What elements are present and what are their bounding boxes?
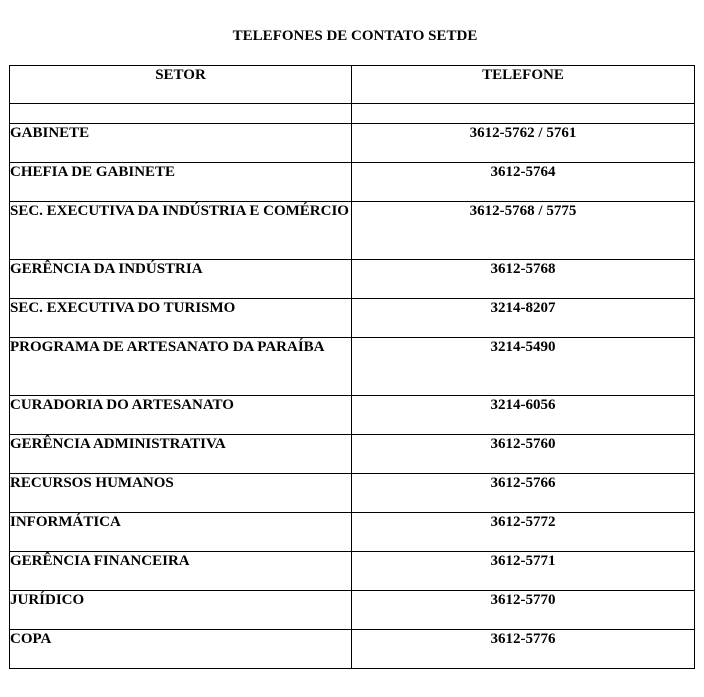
setor-cell: INFORMÁTICA: [10, 513, 352, 552]
telefone-cell: 3612-5766: [352, 474, 695, 513]
empty-row: [10, 104, 695, 124]
setor-cell: RECURSOS HUMANOS: [10, 474, 352, 513]
table-row: [10, 591, 695, 630]
telefone-cell: 3612-5771: [352, 552, 695, 591]
empty-cell: [10, 104, 352, 124]
setor-cell: GABINETE: [10, 124, 352, 163]
table-row: [10, 124, 695, 163]
table-row: [10, 552, 695, 591]
table-row: [10, 299, 695, 338]
telefone-cell: 3214-6056: [352, 396, 695, 435]
table-row: [10, 260, 695, 299]
telefone-cell: 3612-5768: [352, 260, 695, 299]
table-row: [10, 396, 695, 435]
table-row: [10, 338, 695, 396]
telefone-cell: 3214-8207: [352, 299, 695, 338]
telefone-cell: 3612-5770: [352, 591, 695, 630]
telefone-cell: 3612-5762 / 5761: [352, 124, 695, 163]
telefone-cell: 3612-5772: [352, 513, 695, 552]
table-row: [10, 474, 695, 513]
setor-cell: SEC. EXECUTIVA DA INDÚSTRIA E COMÉRCIO: [10, 202, 352, 260]
contacts-table: [9, 65, 695, 669]
setor-cell: CHEFIA DE GABINETE: [10, 163, 352, 202]
telefone-cell: 3214-5490: [352, 338, 695, 396]
setor-cell: SEC. EXECUTIVA DO TURISMO: [10, 299, 352, 338]
table-row: [10, 435, 695, 474]
setor-cell: PROGRAMA DE ARTESANATO DA PARAÍBA: [10, 338, 352, 396]
table-row: [10, 202, 695, 260]
table-header-row: [10, 66, 695, 104]
table-row: [10, 163, 695, 202]
telefone-cell: 3612-5760: [352, 435, 695, 474]
table-row: [10, 513, 695, 552]
column-header-telefone: TELEFONE: [352, 66, 695, 104]
column-header-setor: SETOR: [10, 66, 352, 104]
setor-cell: GERÊNCIA FINANCEIRA: [10, 552, 352, 591]
setor-cell: COPA: [10, 630, 352, 669]
page-title: TELEFONES DE CONTATO SETDE: [232, 28, 478, 44]
setor-cell: JURÍDICO: [10, 591, 352, 630]
setor-cell: GERÊNCIA DA INDÚSTRIA: [10, 260, 352, 299]
telefone-cell: 3612-5776: [352, 630, 695, 669]
table-row: [10, 630, 695, 669]
telefone-cell: 3612-5764: [352, 163, 695, 202]
setor-cell: GERÊNCIA ADMINISTRATIVA: [10, 435, 352, 474]
setor-cell: CURADORIA DO ARTESANATO: [10, 396, 352, 435]
empty-cell: [352, 104, 695, 124]
telefone-cell: 3612-5768 / 5775: [352, 202, 695, 260]
